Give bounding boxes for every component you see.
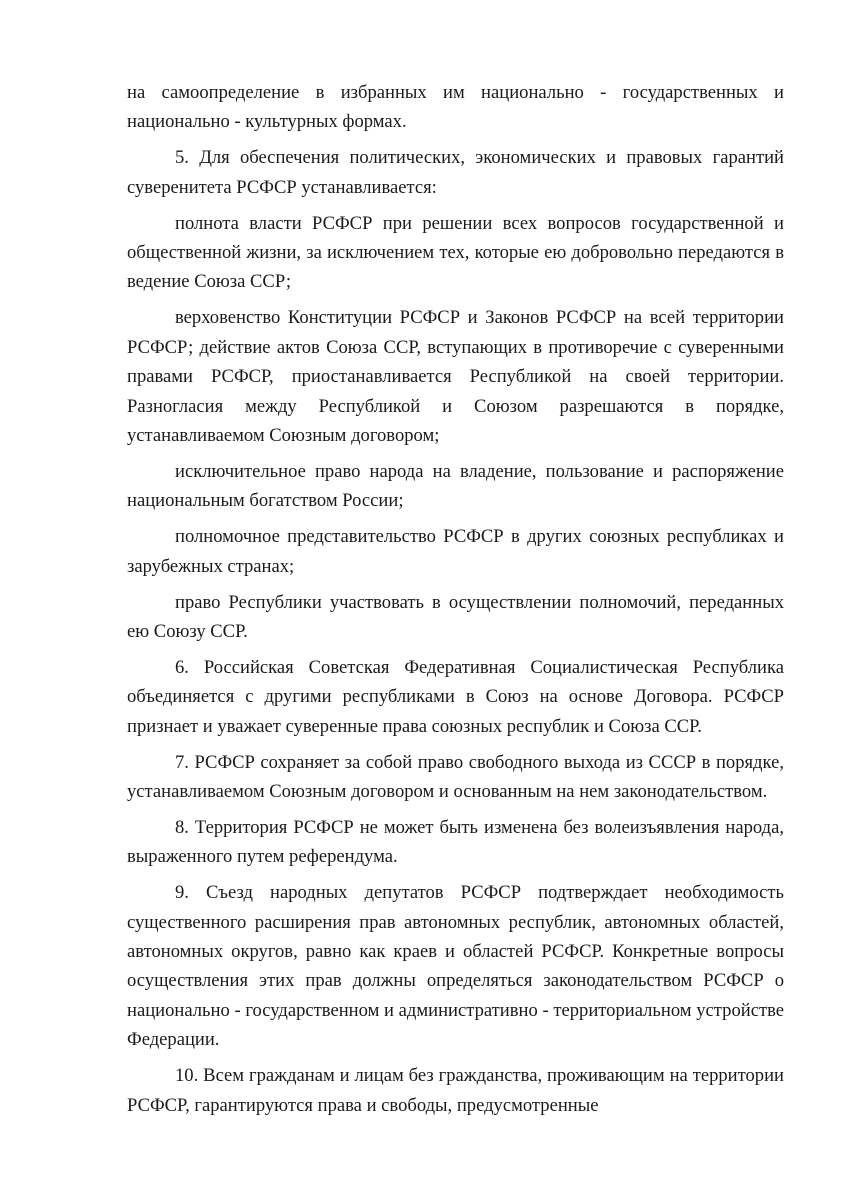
paragraph-continuation: на самоопределение в избранных им национально - государственных и национально - культурных формах. <box>127 82 784 133</box>
paragraph-item-5: 5. Для обеспечения политических, экономических и правовых гарантий суверенитета РСФСР устанавливается: <box>127 147 784 198</box>
paragraph-item-10: 10. Всем гражданам и лицам без гражданства, проживающим на территории РСФСР, гарантируются права и свободы, предусмотренные <box>127 1065 784 1116</box>
paragraph-item-9: 9. Съезд народных депутатов РСФСР подтверждает необходимость существенного расширения прав автономных республик, автономных областей, автономных округов, равно как краев и областей РСФСР. Конкретные вопросы осуществления этих прав должны определяться законодательством РСФСР о национально - государственном и административно - территориальном устройстве Федерации. <box>127 882 784 1051</box>
paragraph-full-power: полнота власти РСФСР при решении всех вопросов государственной и общественной жизни, за исключением тех, которые ею добровольно передаются в ведение Союза ССР; <box>127 212 784 293</box>
document-page <box>127 78 784 1126</box>
paragraph-representation: полномочное представительство РСФСР в других союзных республиках и зарубежных странах; <box>127 526 784 577</box>
paragraph-supremacy: верховенство Конституции РСФСР и Законов РСФСР на всей территории РСФСР; действие актов Союза ССР, вступающих в противоречие с суверенными правами РСФСР, приостанавливается Республикой на своей территории. Разногласия между Республикой и Союзом разрешаются в порядке, устанавливаемом Союзным договором; <box>127 307 784 446</box>
paragraph-item-8: 8. Территория РСФСР не может быть изменена без волеизъявления народа, выраженного путем референдума. <box>127 816 784 868</box>
paragraph-item-6: 6. Российская Советская Федеративная Социалистическая Республика объединяется с другими республиками в Союз на основе Договора. РСФСР признает и уважает суверенные права союзных республик и Союза ССР. <box>127 656 784 737</box>
paragraph-exclusive-right: исключительное право народа на владение, пользование и распоряжение национальным богатством России; <box>127 460 784 512</box>
paragraph-item-7: 7. РСФСР сохраняет за собой право свободного выхода из СССР в порядке, устанавливаемом Союзным договором и основанным на нем законодательством. <box>127 751 784 802</box>
paragraph-participation: право Республики участвовать в осуществлении полномочий, переданных ею Союзу ССР. <box>127 591 784 642</box>
